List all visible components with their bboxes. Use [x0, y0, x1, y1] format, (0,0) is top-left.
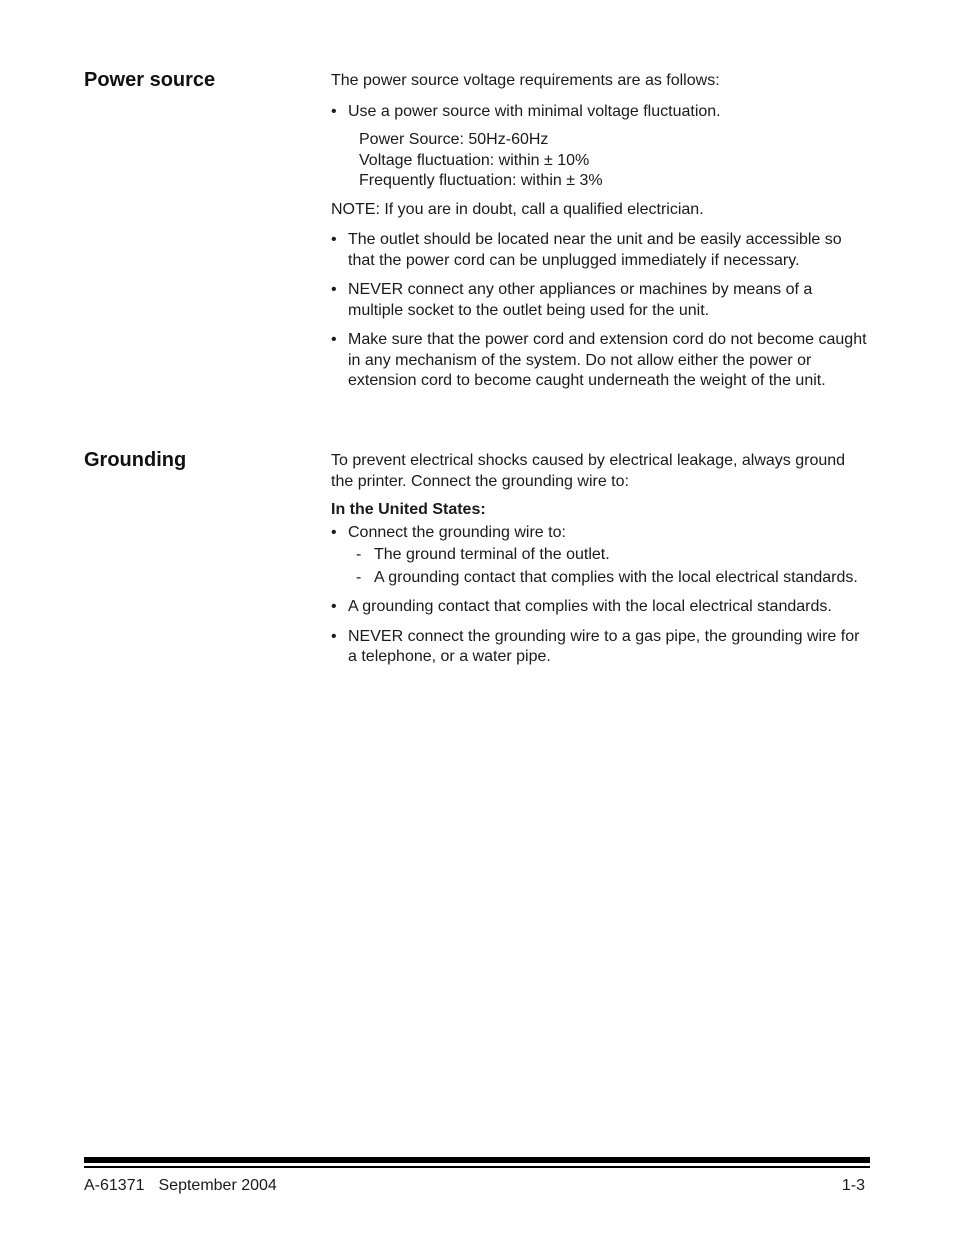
grounding-body: [331, 451, 871, 668]
list-subitem: [331, 545, 871, 566]
power-source-body: [331, 71, 871, 392]
spec-frequency-fluctuation: Frequently fluctuation: within ± 3%: [359, 172, 603, 189]
grounding-dash-contact: A grounding contact that complies with the local electrical standards.: [374, 568, 858, 586]
power-intro: The power source voltage requirements are as follows:: [331, 72, 720, 89]
power-bullet-1: Use a power source with minimal voltage fluctuation.: [348, 102, 721, 120]
list-item: [331, 102, 871, 123]
dash-marker: -: [356, 546, 362, 563]
list-item: [331, 230, 871, 271]
grounding-intro: To prevent electrical shocks caused by electrical leakage, always ground the printer. Connect the grounding wire to:: [331, 452, 846, 490]
list-item: [331, 280, 871, 321]
power-bullet-never: NEVER connect any other appliances or machines by means of a multiple socket to the outlet being used for the unit.: [348, 281, 813, 319]
power-note: NOTE: If you are in doubt, call a qualified electrician.: [331, 200, 704, 218]
dash-marker: -: [356, 568, 362, 586]
bullet-marker: •: [331, 102, 337, 120]
grounding-bullet-contact: A grounding contact that complies with the local electrical standards.: [348, 598, 832, 615]
bullet-marker: •: [331, 627, 337, 645]
footer-date: September 2004: [158, 1177, 277, 1194]
footer-page-number: 1-3: [841, 1177, 865, 1194]
grounding-bullet-connect: Connect the grounding wire to:: [348, 523, 566, 541]
grounding-subheading: In the United States:: [331, 501, 486, 518]
power-bullet-cord: Make sure that the power cord and extension cord do not become caught in any mechanism of the system. Do not allow either the power or extension cord to become caught underneath the weight of the unit.: [348, 331, 867, 389]
footer-left: [84, 1176, 277, 1196]
spec-power-source: Power Source: 50Hz-60Hz: [359, 131, 549, 148]
bullet-marker: •: [331, 231, 337, 248]
grounding-bullet-never: NEVER connect the grounding wire to a gas pipe, the grounding wire for a telephone, or a water pipe.: [348, 627, 860, 665]
power-specs: [331, 130, 871, 192]
list-item: [331, 523, 871, 544]
grounding-dash-terminal: The ground terminal of the outlet.: [374, 546, 610, 563]
bullet-marker: •: [331, 523, 337, 541]
bullet-marker: •: [331, 281, 337, 298]
section-heading-power-source: Power source: [84, 69, 216, 91]
bullet-marker: •: [331, 331, 337, 348]
spec-voltage-fluctuation: Voltage fluctuation: within ± 10%: [359, 151, 590, 169]
footer-rule-thin: [84, 1166, 870, 1168]
bullet-marker: •: [331, 598, 337, 615]
list-item: [331, 330, 871, 392]
list-item: [331, 627, 871, 668]
list-item: [331, 597, 871, 618]
list-subitem: [331, 568, 871, 589]
section-heading-grounding: Grounding: [84, 449, 187, 471]
footer-rule-thick: [84, 1157, 870, 1163]
power-bullet-outlet: The outlet should be located near the unit and be easily accessible so that the power cord can be unplugged immediately if necessary.: [348, 231, 842, 269]
footer-doc-id: A-61371: [84, 1177, 145, 1194]
